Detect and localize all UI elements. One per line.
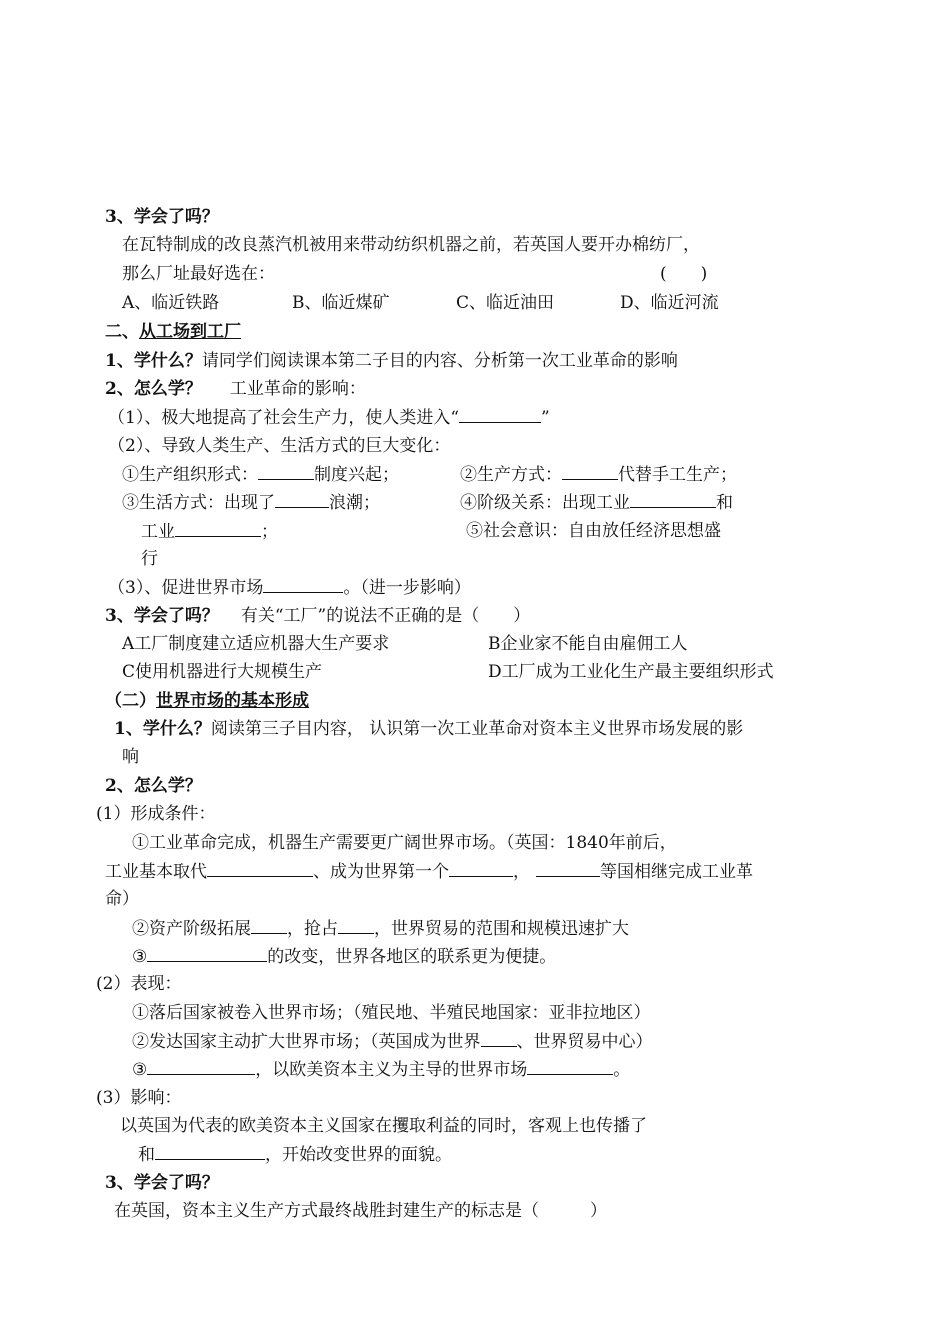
item-text: ，开始改变世界的面貌。 — [265, 1145, 452, 1165]
option-d: D、临近河流 — [620, 293, 719, 313]
question-label: 3、学会了吗？ — [105, 1173, 219, 1193]
option-b: B、临近煤矿 — [292, 293, 390, 313]
fill-blank — [155, 1143, 265, 1160]
item-text: ； — [261, 522, 278, 542]
fill-blank — [562, 463, 618, 480]
answer-paren: ( ) — [660, 264, 708, 284]
question-label: 1、学什么？ — [105, 351, 202, 371]
list-item: ①落后国家被卷入世界市场；（殖民地、半殖民地国家：亚非拉地区） — [132, 1003, 651, 1023]
item-text: 等国相继完成工业革 — [600, 862, 753, 882]
fill-blank — [459, 406, 541, 423]
question-label: 3、学会了吗？ — [105, 207, 219, 227]
fill-blank — [251, 917, 287, 934]
fill-blank — [275, 491, 329, 508]
fill-blank — [527, 1058, 613, 1075]
sub-item — [122, 463, 399, 486]
fill-blank — [207, 860, 313, 877]
item-text: 、世界贸易中心） — [516, 1032, 653, 1052]
option-d: D工厂成为工业化生产最主要组织形式 — [488, 662, 774, 682]
sub-item — [460, 491, 733, 514]
fill-blank — [147, 1058, 255, 1075]
item-text: ①生产组织形式： — [122, 465, 258, 485]
item-text: ④阶级关系：出现工业 — [460, 493, 630, 513]
list-item — [108, 406, 550, 429]
item-text: （1）、极大地提高了社会生产力，使人类进入“ — [108, 408, 460, 428]
question-label: 2、怎么学？ — [105, 379, 202, 399]
item-text: 代替手工生产； — [618, 465, 737, 485]
item-text: ②资产阶级拓展 — [132, 919, 251, 939]
item-text: 浪潮； — [329, 493, 380, 513]
fill-blank — [338, 917, 374, 934]
item-text: 制度兴起； — [314, 465, 399, 485]
sub-item — [122, 491, 380, 514]
fill-blank — [175, 520, 261, 537]
question-label: 3、学会了吗？ — [105, 606, 219, 626]
sub-item — [460, 463, 737, 486]
item-text: ” — [541, 408, 550, 428]
list-item: (3）影响： — [96, 1088, 182, 1108]
option-a: A工厂制度建立适应机器大生产要求 — [122, 634, 390, 654]
item-text: 和 — [138, 1145, 155, 1165]
option-c: C、临近油田 — [456, 293, 555, 313]
list-item — [132, 917, 629, 940]
list-item — [138, 1143, 452, 1166]
item-text: ③ — [132, 1060, 148, 1080]
list-item — [132, 1030, 653, 1053]
question-text: 有关“工厂”的说法不正确的是（ ） — [240, 606, 531, 626]
item-text: ， — [513, 862, 530, 882]
list-item: 命） — [105, 889, 139, 909]
question-text: 那么厂址最好选在： — [122, 264, 275, 284]
item-text: 。（进一步影响） — [343, 578, 471, 598]
fill-blank — [536, 860, 600, 877]
list-item: （2）、导致人类生产、生活方式的巨大变化： — [108, 436, 451, 456]
item-text: ③生活方式：出现了 — [122, 493, 275, 513]
list-item: ①工业革命完成，机器生产需要更广阔世界市场。（英国：1840年前后， — [132, 833, 677, 853]
sub-item: ⑤社会意识：自由放任经济思想盛 — [466, 521, 721, 541]
sub-item — [141, 520, 278, 543]
question-text: 在英国，资本主义生产方式最终战胜封建生产的标志是（ ） — [114, 1201, 607, 1221]
list-item — [105, 860, 753, 883]
item-text: 。 — [613, 1060, 631, 1080]
list-item — [108, 576, 471, 599]
item-text: ，以欧美资本主义为主导的世界市场 — [255, 1060, 528, 1080]
item-text: 和 — [716, 493, 733, 513]
question-text: 请同学们阅读课本第二子目的内容、分析第一次工业革命的影响 — [201, 351, 678, 371]
item-text: ，世界贸易的范围和规模迅速扩大 — [374, 919, 629, 939]
item-text: 工业基本取代 — [105, 862, 207, 882]
item-text: （3）、促进世界市场 — [108, 578, 264, 598]
question-text: 响 — [122, 747, 139, 767]
section-heading — [105, 690, 309, 712]
question-text: 阅读第三子目内容， 认识第一次工业革命对资本主义世界市场发展的影 — [210, 719, 744, 739]
list-item: 以英国为代表的欧美资本主义国家在攫取利益的同时，客观上也传播了 — [120, 1116, 647, 1136]
item-text: 工业 — [141, 522, 175, 542]
question-line — [105, 605, 530, 627]
fill-blank — [630, 491, 716, 508]
list-item: (1）形成条件： — [96, 804, 216, 824]
item-text: ，抢占 — [287, 919, 338, 939]
option-a: A、临近铁路 — [122, 293, 220, 313]
question-label: 2、怎么学？ — [105, 776, 202, 796]
item-text: 、成为世界第一个 — [313, 862, 449, 882]
sub-item: 行 — [141, 549, 158, 569]
heading-number: （二） — [105, 691, 156, 711]
list-item — [132, 1058, 630, 1081]
list-item — [132, 945, 556, 968]
question-text: 在瓦特制成的改良蒸汽机被用来带动纺织机器之前，若英国人要开办棉纺厂， — [122, 235, 700, 255]
section-heading — [105, 321, 241, 343]
fill-blank — [147, 945, 267, 962]
fill-blank — [263, 576, 343, 593]
question-line — [105, 350, 678, 372]
list-item: (2）表现： — [96, 974, 182, 994]
item-text: ②生产方式： — [460, 465, 562, 485]
fill-blank — [258, 463, 314, 480]
fill-blank — [449, 860, 513, 877]
question-label: 1、学什么？ — [114, 719, 211, 739]
option-c: C使用机器进行大规模生产 — [122, 662, 323, 682]
heading-title: 世界市场的基本形成 — [156, 691, 309, 711]
heading-title: 从工场到工厂 — [139, 322, 241, 342]
question-line — [105, 378, 366, 400]
item-text: ③ — [132, 947, 148, 967]
question-text: 工业革命的影响： — [229, 379, 366, 399]
question-line — [114, 718, 743, 740]
option-b: B企业家不能自由雇佣工人 — [488, 634, 688, 654]
fill-blank — [481, 1030, 517, 1047]
item-text: ②发达国家主动扩大世界市场；（英国成为世界 — [132, 1032, 481, 1052]
item-text: 的改变，世界各地区的联系更为便捷。 — [267, 947, 557, 967]
heading-number: 二、 — [105, 322, 139, 342]
